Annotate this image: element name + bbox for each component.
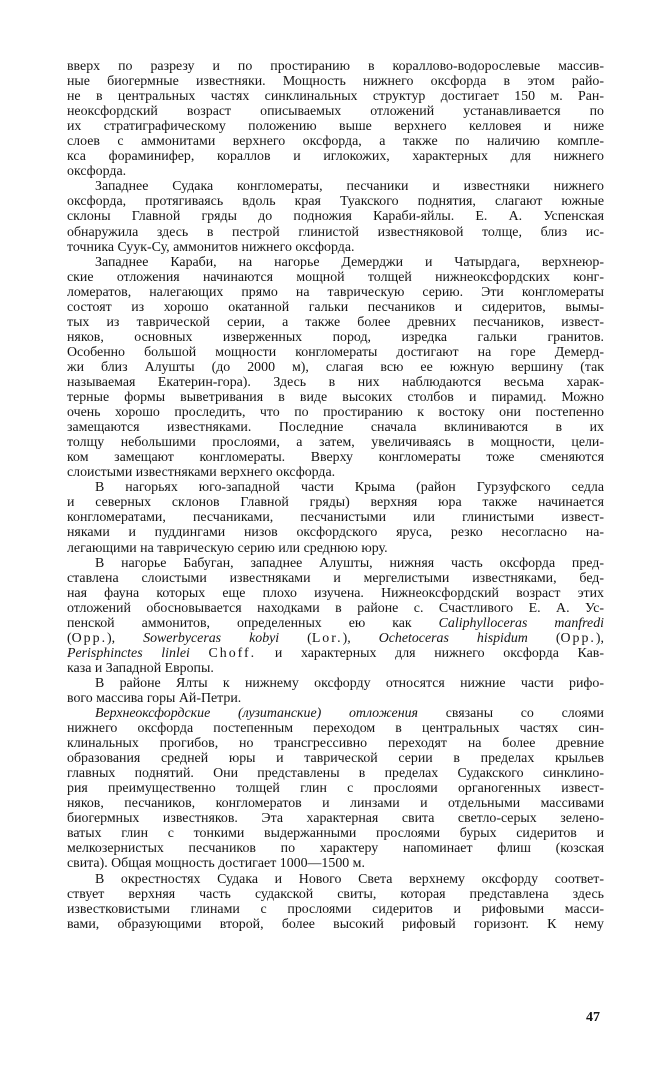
text-line: клинальных прогибов, но трансгрессивно переходят на более древние xyxy=(67,736,604,752)
text-line: няками и пуддингами низов оксфордского яруса, резко несогласно на- xyxy=(67,525,604,541)
text-line: оксфорда. xyxy=(67,164,127,180)
text-line: оксфорда, протягиваясь вдоль края Туакского поднятия, слагают южные xyxy=(67,194,604,210)
text-line: слоистыми известняками верхнего оксфорда. xyxy=(67,465,336,481)
text-line: ватых глин с тонкими выдержанными прослоями бурых сидеритов и xyxy=(67,826,604,842)
text-line: рия преимущественно толщей глин с прослоями органогенных извест- xyxy=(67,781,604,797)
text-line: известковистыми глинами с прослоями сидеритов и рифовыми масси- xyxy=(67,901,604,917)
text-line: склоны Главной гряды до подножия Караби-яйлы. Е. А. Успенская xyxy=(67,209,604,225)
text-line: образования средней юры и таврической серии в пределах крыльев xyxy=(67,751,604,767)
text-line: Perisphinctes linlei Choff. и характерных для нижнего оксфорда Кав- xyxy=(67,645,604,661)
text-line: называемая Екатерин-гора). Здесь в них наблюдаются весьма харак- xyxy=(67,374,604,390)
text-line: ком замещают конгломераты. Вверху конгломераты тоже сменяются xyxy=(67,450,604,466)
text-line: ная фауна которых еще плохо изучена. Нижнеоксфордский возраст этих xyxy=(67,585,604,601)
text-line: замещаются известняками. Последние сначала вклиниваются в их xyxy=(67,420,604,436)
text-line: пенской аммонитов, определенных ею как Caliphylloceras manfredi xyxy=(67,615,604,631)
text-line: Особенно большой мощности конгломераты достигают на горе Демерд- xyxy=(67,344,604,360)
text-line: биогермных известняков. Эта характерная свита светло-серых зелено- xyxy=(67,811,604,827)
text-line: главных поднятий. Они представлены в пределах Судакского синклино- xyxy=(67,766,604,782)
text-line: Западнее Караби, на нагорье Демерджи и Чатырдага, верхнеюр- xyxy=(95,254,604,270)
text-line: не в центральных частях синклинальных структур достигает 150 м. Ран- xyxy=(67,89,604,105)
text-line: кса фораминифер, кораллов и иглокожих, характерных для нижнего xyxy=(67,149,604,165)
text-line: конгломератами, песчаниками, песчанистыми или глинистыми извест- xyxy=(67,510,604,526)
text-line: В нагорьях юго-западной части Крыма (район Гурзуфского седла xyxy=(95,480,604,496)
text-line: (Орр.), Sowerbyceras kobyi (Lor.), Ochetoceras hispidum (Орр.), xyxy=(67,630,604,646)
text-line: жи близ Алушты (до 2000 м), слагая всю ее южную вершину (так xyxy=(67,359,604,375)
text-line: толщу небольшими прослоями, а затем, увеличиваясь в мощности, цели- xyxy=(67,435,604,451)
text-line: тых из таврической серии, а также более древних песчаников, извест- xyxy=(67,314,604,330)
text-line: ломератов, налегающих прямо на таврическую серию. Эти конгломераты xyxy=(67,284,604,300)
text-line: В окрестностях Судака и Нового Света верхнему оксфорду соответ- xyxy=(95,871,604,887)
text-line: вами, образующими второй, более высокий рифовый горизонт. К нему xyxy=(67,916,604,932)
text-line: мелкозернистых песчаников по характеру напоминает флиш (козская xyxy=(67,841,604,857)
text-line: В нагорье Бабуган, западнее Алушты, нижняя часть оксфорда пред- xyxy=(95,555,604,571)
text-line: ные биогермные известняки. Мощность нижнего оксфорда в этом райо- xyxy=(67,74,604,90)
text-line: и северных склонов Главной гряды) верхняя юра также начинается xyxy=(67,495,604,511)
body-text xyxy=(67,59,604,932)
text-line: ские отложения начинаются мощной толщей нижнеоксфордских конг- xyxy=(67,269,604,285)
page-number: 47 xyxy=(586,1010,600,1025)
text-line: их стратиграфическому положению выше верхнего келловея и ниже xyxy=(67,119,604,135)
text-line: ствует верхняя часть судакской свиты, которая представлена здесь xyxy=(67,886,604,902)
text-line: няков, основных изверженных пород, изредка гальки гранитов. xyxy=(67,329,604,345)
text-line: вого массива горы Ай-Петри. xyxy=(67,690,242,706)
text-line: неоксфордский возраст описываемых отложений устанавливается по xyxy=(67,104,604,120)
text-line: В районе Ялты к нижнему оксфорду относятся нижние части рифо- xyxy=(95,675,604,691)
text-line: точника Суук-Су, аммонитов нижнего оксфорда. xyxy=(67,239,355,255)
text-line: нижнего оксфорда постепенным переходом в центральных частях син- xyxy=(67,721,604,737)
text-line: состоят из хорошо окатанной гальки песчаников и сидеритов, вымы- xyxy=(67,299,604,315)
text-line: вверх по разрезу и по простиранию в кораллово-водорослевые массив- xyxy=(67,59,604,74)
text-line: отложений обосновывается находками в районе с. Счастливого Е. А. Ус- xyxy=(67,600,604,616)
text-line: легающими на таврическую серию или среднюю юру. xyxy=(67,540,388,556)
text-line: терные формы выветривания в виде высоких столбов и пирамид. Можно xyxy=(67,390,604,406)
text-line: слоев с аммонитами верхнего оксфорда, а также по наличию компле- xyxy=(67,134,604,150)
text-line: свита). Общая мощность достигает 1000—1500 м. xyxy=(67,856,365,872)
text-line: очень хорошо проследить, что по простиранию к востоку они постепенно xyxy=(67,405,604,421)
text-line: каза и Западной Европы. xyxy=(67,660,214,676)
text-line: обнаружила здесь в пестрой глинистой известняковой толще, близ ис- xyxy=(67,224,604,240)
text-line: няков, песчаников, конгломератов и линзами и отдельными массивами xyxy=(67,796,604,812)
text-line: Верхнеоксфордские (лузитанские) отложения связаны со слоями xyxy=(95,706,604,722)
text-line: Западнее Судака конгломераты, песчаники и известняки нижнего xyxy=(95,179,604,195)
text-line: ставлена слоистыми известняками и мергелистыми известняками, бед- xyxy=(67,570,604,586)
